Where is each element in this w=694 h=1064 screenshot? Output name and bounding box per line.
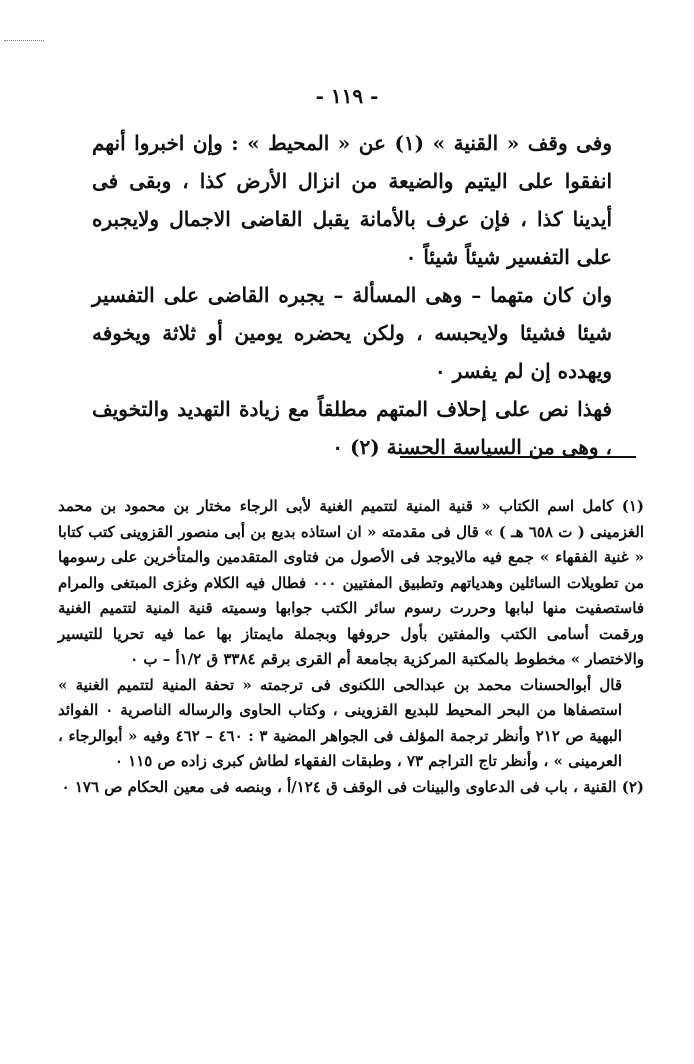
main-paragraph: وفى وقف « القنية » (١) عن « المحيط » : وإن اخبروا أنهم انفقوا على اليتيم والضيعة من انزال الأرض كذا ، وبقى فى أيدينا كذا ، فإن عرف بالأمانة يقبل القاضى الاجمال ولايجبره على التفسير شيئاً شيئاً ٠ [92, 131, 613, 269]
footnotes-section [58, 494, 644, 800]
footnote-1: (١) كامل اسم الكتاب « قنية المنية لتتميم الغنية لأبى الرجاء مختار بن محمود بن محمد الغزمينى ( ت ٦٥٨ هـ ) » قال فى مقدمته « ان استاذه بديع بن أبى منصور القزوينى كتب كتابا « غنية الفقهاء » جمع فيه مالايوجد فى الأصول من فتاوى المتقدمين والمتأخرين على رسومها من تطويلات السائلين وهدياتهم وتطبيق المفتيين ٠٠٠ فطال فيه الكلام وغزى المبتغى والمرام فاستصفيت منها لبابها وحررت رسوم سائر الكتب جوابها وسميته قنية المنية لتتميم الغنية ورقمت أسامى الكتب والمفتين بأول حروفها وبجملة مايمتاز بها عما فيه تحريا للتيسير والاختصار » مخطوط بالمكتبة المركزية بجامعة أم القرى برقم ٣٣٨٤ ق ١/٢أ – ب ٠ [58, 497, 644, 668]
scan-corner-mark [4, 40, 44, 41]
footnote-1-continuation: قال أبوالحسنات محمد بن عبدالحى اللكنوى فى ترجمته « تحفة المنية لتتميم الغنية » استصفاها من البحر المحيط للبديع القزوينى ، وكتاب الحاوى والرساله الناصرية ٠ الفوائد البهية ص ٢١٢ وأنظر ترجمة المؤلف فى الجواهر المضية ٣ : ٤٦٠ – ٤٦٢ وفيه « أبوالرجاء ، العرمينى » ، وأنظر تاج التراجم ٧٣ ، وطبقات الفقهاء لطاش كبرى زاده ص ١١٥ ٠ [58, 675, 623, 770]
main-paragraph: وان كان متهما – وهى المسألة – يجبره القاضى على التفسير شيئا فشيئا ولايحبسه ، ولكن يحضره يومين أو ثلاثة ويخوفه ويهدده إن لم يفسر ٠ [92, 283, 612, 383]
footnote-2: (٢) القنية ، باب فى الدعاوى والبينات فى الوقف ق ١٢٤/أ ، وبنصه فى معين الحكام ص ١٧٦ ٠ [61, 777, 644, 796]
page-number: - ١١٩ - [315, 84, 379, 108]
main-paragraph: فهذا نص على إحلاف المتهم مطلقاً مع زيادة التهديد والتخويف ، وهى من السياسة الحسنة (٢) ٠ [92, 397, 612, 459]
main-text-body [92, 124, 612, 466]
footnote-separator [400, 456, 636, 458]
